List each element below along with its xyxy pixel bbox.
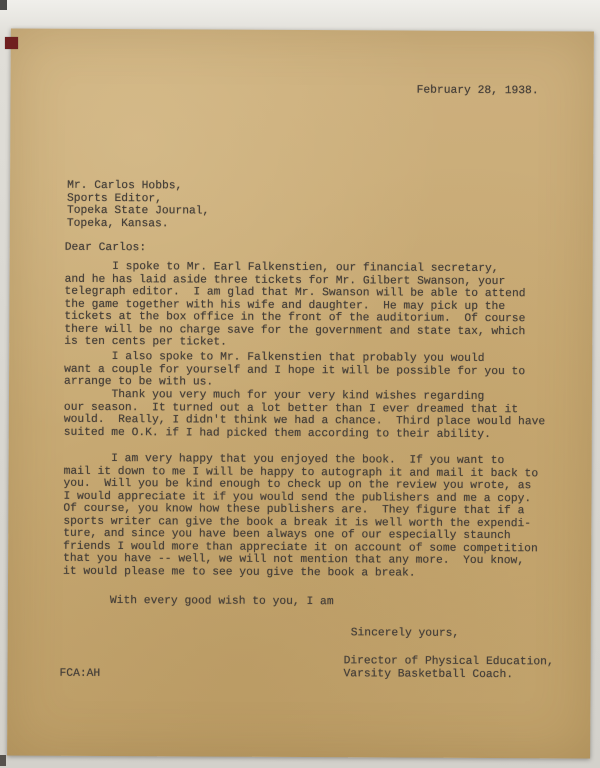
recipient-title: Sports Editor, bbox=[66, 192, 162, 205]
scan-corner-mark-bottom-left bbox=[0, 755, 6, 766]
letter-document bbox=[7, 28, 594, 758]
red-calibration-square bbox=[5, 37, 18, 49]
closing-line: With every good wish to you, I am bbox=[109, 595, 334, 609]
signature-title-line-1: Director of Physical Education, bbox=[343, 655, 554, 669]
recipient-city: Topeka, Kansas. bbox=[66, 217, 169, 230]
valediction: Sincerely yours, bbox=[350, 627, 460, 640]
signature-title-line-2: Varsity Basketball Coach. bbox=[343, 667, 514, 681]
typist-initials: FCA:AH bbox=[59, 667, 101, 680]
recipient-organization: Topeka State Journal, bbox=[66, 204, 210, 218]
body-paragraph-1: I spoke to Mr. Earl Falkenstien, our financial secretary, and he has laid aside three tickets for Mr. Gilbert Swanson, your telegraph editor. I am glad that Mr. Swanson will be able to attend the game together with his wife and daughter. He may pick up the tickets at the box office in the front of the auditorium. Of course there will be no charge save for the government and state tax, which is ten cents per ticket. bbox=[64, 260, 526, 349]
recipient-name: Mr. Carlos Hobbs, bbox=[67, 179, 183, 193]
salutation: Dear Carlos: bbox=[64, 241, 147, 255]
body-paragraph-4: I am very happy that you enjoyed the book. If you want to mail it down to me I will be happy to autograph it and mail it back to you. Will you be kind enough to check up on the review you wrote, as I would appreciate it if you would send the publishers and me a copy. Of course, you know how these publishers are. They figure that if a sports writer can give the book a break it is well worth the expendi- ture, and since you have been always one of our especially staunch friends I would more than appreciate it on account of some competition that you have -- well, we will not mention that any more. You know, it would please me to see you give the book a break. bbox=[63, 452, 539, 580]
recipient-address bbox=[67, 180, 210, 231]
letter-date: February 28, 1938. bbox=[416, 84, 539, 98]
body-paragraph-2: I also spoke to Mr. Falkenstien that probably you would want a couple for yourself and I hope it will be possible for you to arrange to be with us. bbox=[64, 350, 526, 389]
body-paragraph-3: Thank you very much for your very kind wishes regarding our season. It turned out a lot better than I ever dreamed that it would. Really, I didn't think we had a chance. Third place would have suited me O.K. if I had picked them according to their ability. bbox=[63, 388, 546, 441]
scan-corner-mark-top-left bbox=[0, 0, 7, 10]
signature-title-block bbox=[343, 655, 553, 681]
